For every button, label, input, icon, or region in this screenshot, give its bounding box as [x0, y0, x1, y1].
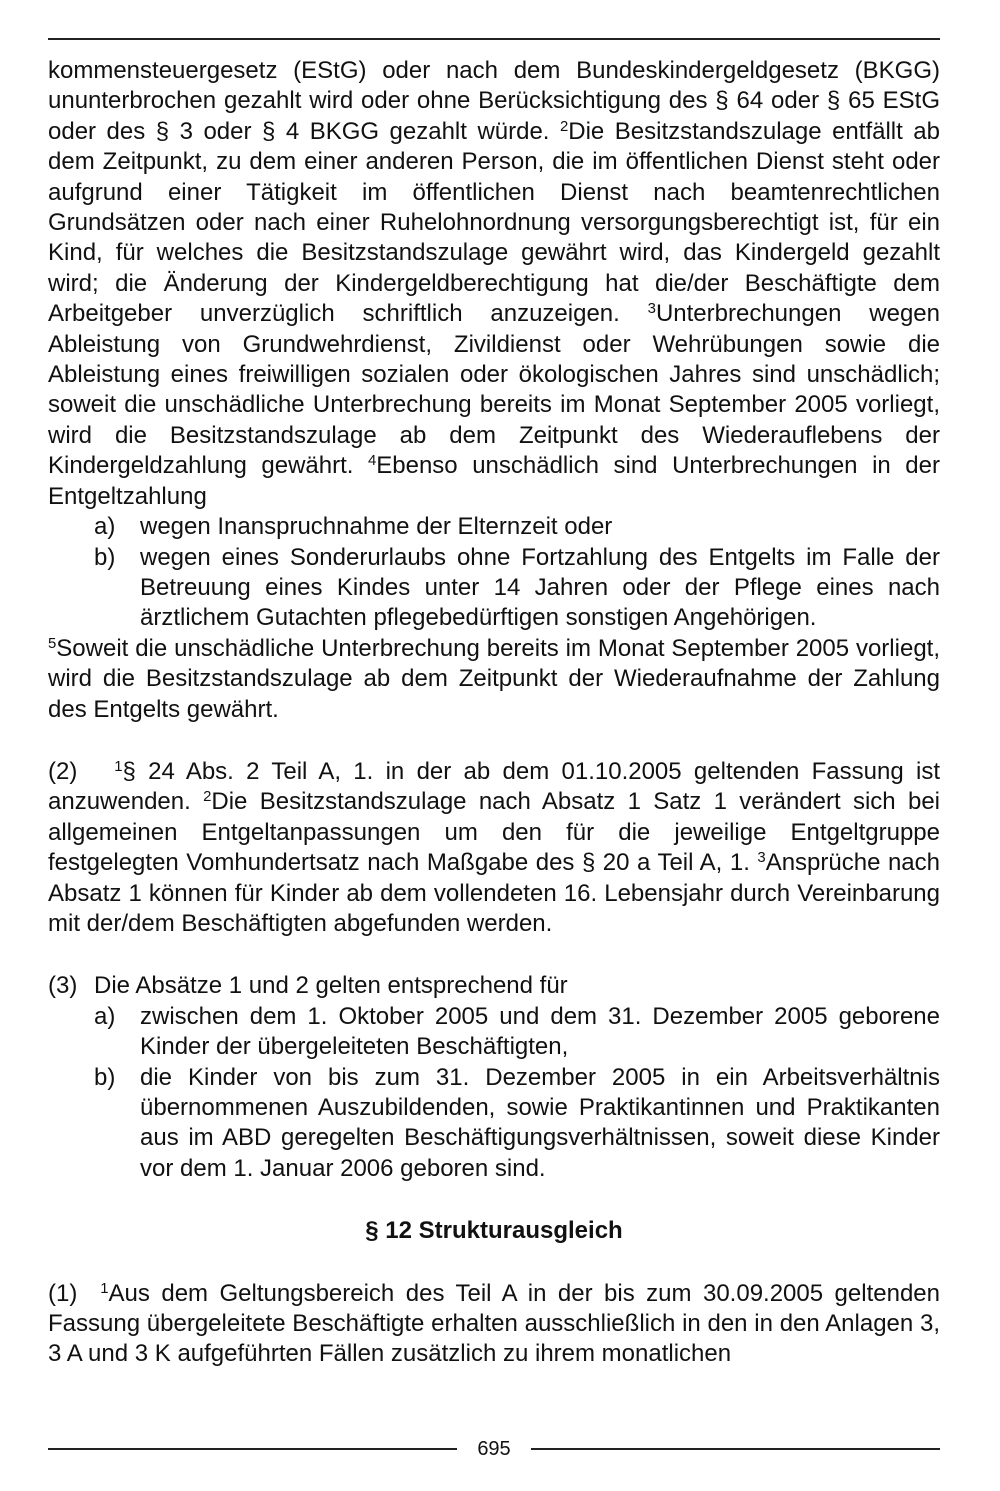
sentence-number: 3 [757, 849, 766, 866]
sentence-number: 5 [48, 635, 57, 652]
list-item-text: wegen eines Sonderurlaubs ohne Fortzahlung des Entgelts im Falle der Betreuung eines Kindes unter 14 Jahren oder der Pflege eines nach ärztlichem Gutachten pflegebedürftigen sonstigen Angehörigen. [140, 543, 940, 632]
spacer [48, 939, 940, 971]
list-marker: b) [94, 543, 116, 571]
spacer [48, 725, 940, 757]
footer-rule-right [531, 1448, 940, 1450]
sentence-1: kommensteuergesetz (EStG) oder nach dem Bundeskindergeldgesetz (BKGG) ununterbrochen gezahlt wird oder ohne Berücksichtigung des § 64 oder § 65 EStG oder des § 3 oder § 4 BKGG gezahlt würde. [48, 57, 940, 145]
sentence-number: 3 [647, 301, 656, 318]
section-paragraph-1 [48, 1279, 940, 1370]
sentence-number: 1 [114, 758, 123, 775]
list-item [94, 512, 940, 542]
paragraph-intro: Die Absätze 1 und 2 gelten entsprechend für [94, 972, 568, 1000]
list-marker: b) [94, 1063, 116, 1091]
list-marker: a) [94, 1002, 116, 1030]
spacer [48, 1247, 940, 1279]
list-item-text: zwischen dem 1. Oktober 2005 und dem 31. Dezember 2005 geborene Kinder der übergeleiteten Beschäftigten, [140, 1002, 940, 1061]
list-item [94, 1063, 940, 1185]
sentence-number: 2 [559, 118, 569, 135]
sentence-4: Ebenso unschädlich sind Unterbrechungen in der Entgeltzahlung [48, 452, 940, 510]
sentence-3: Unterbrechungen wegen Ableistung von Grundwehrdienst, Zivildienst oder Wehrübungen sowie die Ableistung eines freiwilligen sozialen oder ökologischen Jahres sind unschädlich; soweit die unschädliche Unterbrechung bereits im Monat September 2005 vorliegt, wird die Besitzstandszulage ab dem Zeitpunkt des Wiederauflebens der Kindergeldzahlung gewährt. [48, 300, 940, 480]
list-marker: a) [94, 513, 116, 541]
paragraph-number: (3) [48, 972, 78, 1000]
sentence-3: Ansprüche nach Absatz 1 können für Kinder ab dem vollendeten 16. Lebensjahr durch Vereinbarung mit der/dem Beschäftigten abgefunden werden. [48, 849, 940, 937]
sentence-number: 4 [367, 453, 377, 470]
sentence-1: Aus dem Geltungsbereich des Teil A in der bis zum 30.09.2005 geltenden Fassung übergeleitete Beschäftigte erhalten ausschließlich in den in den Anlagen 3, 3 A und 3 K aufgeführten Fällen zusätzlich zu ihrem monatlichen [48, 1279, 940, 1368]
sentence-number: 2 [203, 789, 212, 806]
sentence-2: Die Besitzstandszulage nach Absatz 1 Satz 1 verändert sich bei allgemeinen Entgeltanpassungen um den für die jeweilige Entgeltgruppe festgelegten Vomhundertsatz nach Maßgabe des § 20 a Teil A, 1. [48, 788, 941, 877]
sentence-2: Die Besitzstandszulage entfällt ab dem Zeitpunkt, zu dem einer anderen Person, die im öffentlichen Dienst steht oder aufgrund einer Tätigkeit im öffentlichen Dienst nach beamtenrechtlichen Grundsätzen oder nach einer Ruhelohnordnung versorgungsberechtigt ist, für ein Kind, für welches die Besitzstandszulage gewährt wird, das Kindergeld gezahlt wird; die Änderung der Kindergeldberechtigung hat die/der Beschäftigte dem Arbeitgeber unverzüglich schriftlich anzuzeigen. [48, 117, 940, 328]
paragraph-3 [48, 971, 940, 1001]
sentence-number: 1 [100, 1280, 109, 1297]
list-item-text: die Kinder von bis zum 31. Dezember 2005 in ein Arbeitsverhältnis übernommenen Auszubildenden, sowie Praktikantinnen und Praktikanten aus im ABD geregelten Beschäftigungsverhältnissen, soweit diese Kinder vor dem 1. Januar 2006 geboren sind. [140, 1063, 940, 1182]
list-item [94, 1002, 940, 1063]
enumeration-list [48, 1002, 940, 1184]
sentence-5: Soweit die unschädliche Unterbrechung bereits im Monat September 2005 vorliegt, wird die Besitzstandszulage ab dem Zeitpunkt der Wiederaufnahme der Zahlung des Entgelts gewährt. [48, 634, 940, 723]
paragraph-number: (2) [48, 757, 78, 785]
sentence-1: § 24 Abs. 2 Teil A, 1. in der ab dem 01.10.2005 geltenden Fassung ist anzuwenden. [48, 757, 940, 816]
header-rule [48, 38, 940, 40]
page-body [48, 56, 940, 1370]
paragraph-sentence-5 [48, 634, 940, 725]
page-number: 695 [477, 1437, 511, 1460]
list-item-text: wegen Inanspruchnahme der Elternzeit oder [140, 513, 613, 541]
enumeration-list [48, 512, 940, 634]
paragraph-continuation [48, 56, 940, 512]
section-heading: § 12 Strukturausgleich [365, 1217, 623, 1245]
list-item [94, 543, 940, 634]
paragraph-2 [48, 757, 940, 939]
spacer [48, 1184, 940, 1216]
footer-rule-left [48, 1448, 457, 1450]
page-footer [48, 1434, 940, 1464]
paragraph-number: (1) [48, 1279, 78, 1307]
